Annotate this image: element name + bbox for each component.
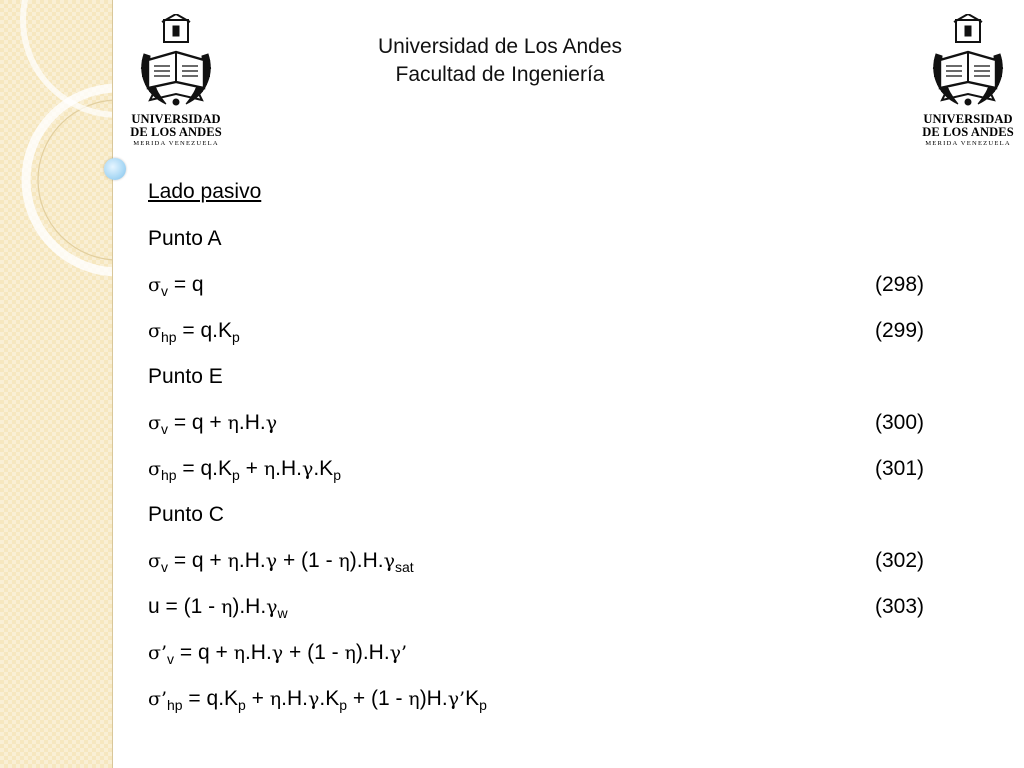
- subscript: hp: [160, 329, 177, 345]
- equation-number: (298): [874, 273, 924, 296]
- subscript: v: [160, 421, 168, 437]
- logo-name-line2: DE LOS ANDES: [922, 125, 1014, 139]
- equation-number: (299): [874, 319, 924, 342]
- sigma-symbol: σ: [148, 274, 161, 296]
- section-title: Lado pasivo: [148, 180, 262, 203]
- sigma-symbol: σ: [148, 320, 161, 342]
- equation-formula: [148, 546, 414, 577]
- formula-text: .H.: [238, 549, 266, 572]
- formula-text: .H.: [244, 641, 272, 664]
- formula-text: = q.K: [182, 687, 239, 710]
- gamma-symbol: γ’: [447, 688, 466, 710]
- sigma-symbol: σ: [148, 458, 161, 480]
- formula-text: = q +: [174, 641, 234, 664]
- equation-number: (302): [874, 549, 924, 572]
- eta-symbol: η: [344, 642, 356, 664]
- sigma-symbol: σ’: [148, 642, 168, 664]
- formula-text: = q +: [167, 549, 228, 572]
- heading-punto-a: [148, 224, 924, 254]
- university-seal-icon: [922, 14, 1014, 110]
- equation-303: [148, 592, 924, 622]
- subscript: hp: [160, 467, 177, 483]
- equation-299: [148, 316, 924, 346]
- gamma-symbol: γ: [308, 688, 320, 710]
- subscript: v: [160, 559, 168, 575]
- logo-name-line2: DE LOS ANDES: [130, 125, 222, 139]
- formula-text: .K: [319, 687, 340, 710]
- equation-number: (303): [874, 595, 924, 618]
- formula-text: = q.K: [176, 319, 233, 342]
- equation-formula: [148, 638, 407, 669]
- university-seal-icon: [130, 14, 222, 110]
- slide-header: [330, 33, 670, 89]
- decorative-blue-dot: [104, 158, 126, 180]
- subscript: p: [339, 697, 348, 713]
- equation-formula: [148, 316, 240, 347]
- formula-text: +: [239, 457, 264, 480]
- gamma-symbol: γ: [383, 550, 395, 572]
- subscript: hp: [167, 697, 183, 713]
- formula-text: .K: [313, 457, 334, 480]
- gamma-symbol: γ’: [389, 642, 408, 664]
- punto-c-label: Punto C: [148, 503, 224, 526]
- equation-number: (300): [874, 411, 924, 434]
- subscript: v: [160, 283, 168, 299]
- formula-text: .H.: [281, 687, 309, 710]
- equation-number: (301): [874, 457, 924, 480]
- decorative-arcs: [0, 0, 113, 768]
- gamma-symbol: γ: [266, 596, 278, 618]
- sigma-symbol: σ: [148, 550, 161, 572]
- equation-formula: [148, 270, 204, 301]
- logo-place: MERIDA VENEZUELA: [133, 140, 219, 147]
- logo-name-line1: UNIVERSIDAD: [923, 112, 1013, 126]
- formula-text: )H.: [419, 687, 448, 710]
- formula-text: = q: [167, 273, 204, 296]
- subscript: p: [333, 467, 341, 483]
- equation-300: [148, 408, 924, 438]
- formula-text: = q.K: [176, 457, 233, 480]
- subscript: sat: [394, 559, 414, 575]
- formula-text: .H.: [275, 457, 302, 480]
- subscript: p: [479, 697, 487, 713]
- heading-punto-c: [148, 500, 924, 530]
- equation-formula: [148, 408, 277, 439]
- university-logo-right: [922, 14, 1014, 152]
- equation-301: [148, 454, 924, 484]
- formula-text: ).H.: [349, 549, 384, 572]
- eta-symbol: η: [227, 412, 239, 434]
- eta-symbol: η: [408, 688, 420, 710]
- sigma-symbol: σ’: [148, 688, 168, 710]
- subscript: p: [232, 329, 240, 345]
- heading-punto-e: [148, 362, 924, 392]
- gamma-symbol: γ: [271, 642, 284, 664]
- header-faculty: Facultad de Ingeniería: [395, 63, 605, 86]
- subscript: v: [167, 651, 175, 667]
- subscript: p: [232, 467, 240, 483]
- equation-302: [148, 546, 924, 576]
- eta-symbol: η: [263, 458, 276, 480]
- equation-formula: [148, 684, 487, 715]
- equation-298: [148, 270, 924, 300]
- formula-text: ).H.: [232, 595, 267, 618]
- logo-place: MERIDA VENEZUELA: [925, 140, 1011, 147]
- eta-symbol: η: [220, 596, 233, 618]
- equation-effective-vertical: [148, 638, 924, 668]
- formula-text: +: [245, 687, 270, 710]
- gamma-symbol: γ: [265, 550, 278, 572]
- formula-text: ).H.: [355, 641, 390, 664]
- subscript: w: [277, 605, 288, 621]
- eta-symbol: η: [269, 688, 282, 710]
- university-logo-left: [130, 14, 222, 152]
- punto-e-label: Punto E: [148, 365, 223, 388]
- formula-text: K: [465, 687, 480, 710]
- logo-name-line1: UNIVERSIDAD: [131, 112, 221, 126]
- eta-symbol: η: [233, 642, 245, 664]
- formula-text: + (1 -: [283, 641, 345, 664]
- equation-effective-horizontal: [148, 684, 924, 714]
- eta-symbol: η: [227, 550, 239, 572]
- formula-text: + (1 -: [347, 687, 409, 710]
- formula-text: u = (1 -: [148, 595, 221, 618]
- formula-text: + (1 -: [277, 549, 339, 572]
- sigma-symbol: σ: [148, 412, 161, 434]
- punto-a-label: Punto A: [148, 227, 222, 250]
- equation-formula: [148, 592, 288, 623]
- gamma-symbol: γ: [265, 412, 278, 434]
- eta-symbol: η: [338, 550, 350, 572]
- equation-formula: [148, 454, 341, 485]
- header-university: Universidad de Los Andes: [378, 35, 622, 58]
- subscript: p: [238, 697, 246, 713]
- formula-text: = q +: [167, 411, 228, 434]
- gamma-symbol: γ: [301, 458, 314, 480]
- formula-text: .H.: [238, 411, 266, 434]
- decorative-left-band: [0, 0, 113, 768]
